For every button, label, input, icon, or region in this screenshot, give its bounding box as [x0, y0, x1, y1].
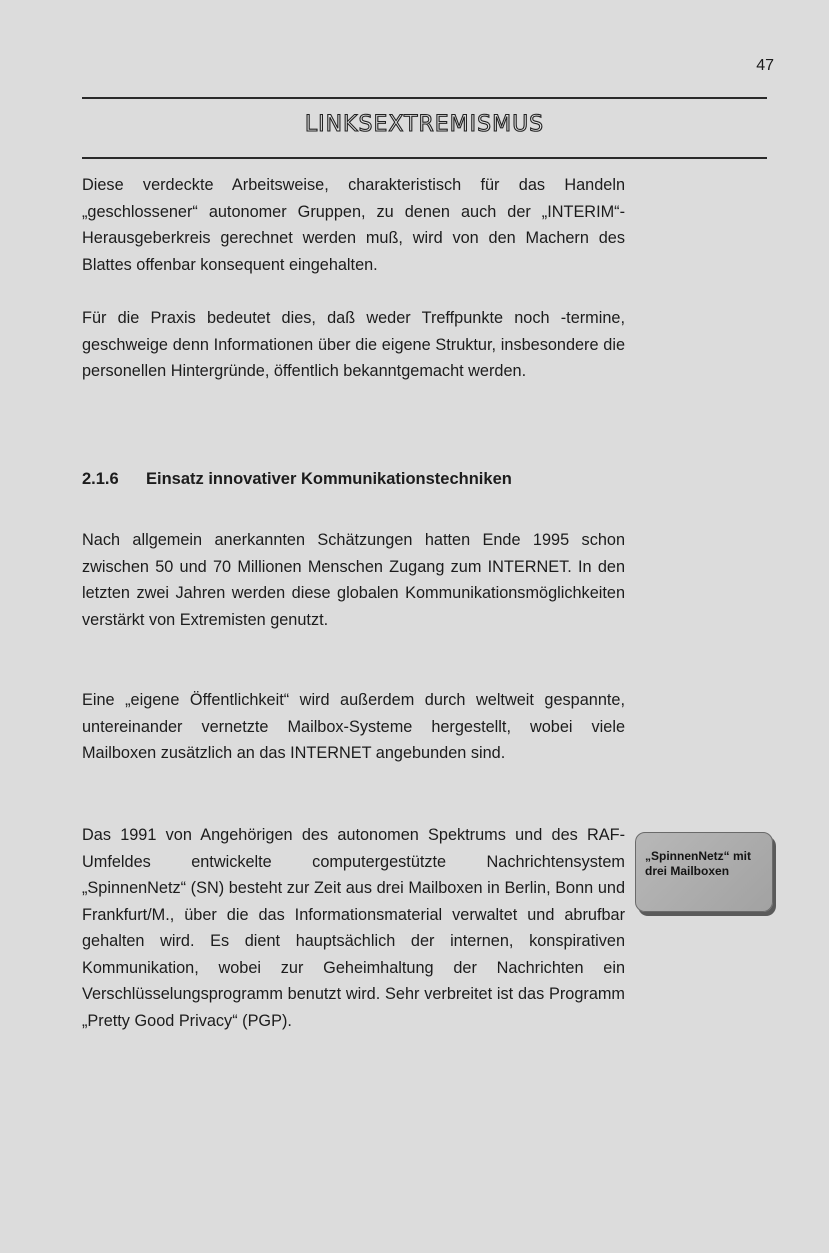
subsection-number: 2.1.6: [82, 470, 119, 488]
paragraph: Diese verdeckte Arbeitsweise, charakteristisch für das Handeln „geschlossener“ autonomer Gruppen, zu denen auch der „INTERIM“-Herausgeberkreis gerechnet werden muß, wird von den Machern des Blattes offenbar konsequent eingehalten.: [82, 176, 625, 274]
section-header: LINKSEXTREMISMUS: [304, 112, 545, 137]
header-rule-bottom: [82, 157, 767, 159]
page-number: 47: [756, 57, 774, 74]
paragraph: Eine „eigene Öffentlichkeit“ wird außerdem durch weltweit gespannte, untereinander vernetzte Mailbox-Systeme hergestellt, wobei viele Mailboxen zusätzlich an das INTERNET angebunden sind.: [82, 691, 625, 762]
subsection-title: Einsatz innovativer Kommunikationstechniken: [146, 470, 512, 488]
paragraph: Für die Praxis bedeutet dies, daß weder Treffpunkte noch -termine, geschweige denn Informationen über die eigene Struktur, insbesondere die personellen Hintergründe, öffentlich bekanntgemacht werden.: [82, 309, 625, 380]
subsection-heading: [82, 470, 642, 489]
paragraph: Nach allgemein anerkannten Schätzungen hatten Ende 1995 schon zwischen 50 und 70 Millionen Menschen Zugang zum INTERNET. In den letzten zwei Jahren werden diese globalen Kommunikationsmöglichkeiten verstärkt von Extremisten genutzt.: [82, 531, 625, 629]
header-rule-top: [82, 97, 767, 99]
margin-note: „SpinnenNetz“ mit drei Mailboxen: [635, 832, 773, 912]
paragraph: Das 1991 von Angehörigen des autonomen Spektrums und des RAF-Umfeldes entwickelte computergestützte Nachrichtensystem „SpinnenNetz“ (SN) besteht zur Zeit aus drei Mailboxen in Berlin, Bonn und Frankfurt/M., über die das Informationsmaterial verwaltet und abrufbar gehalten wird. Es dient hauptsächlich der internen, konspirativen Kommunikation, wobei zur Geheimhaltung der Nachrichten ein Verschlüsselungsprogramm benutzt wird. Sehr verbreitet ist das Programm „Pretty Good Privacy“ (PGP).: [82, 826, 625, 1030]
